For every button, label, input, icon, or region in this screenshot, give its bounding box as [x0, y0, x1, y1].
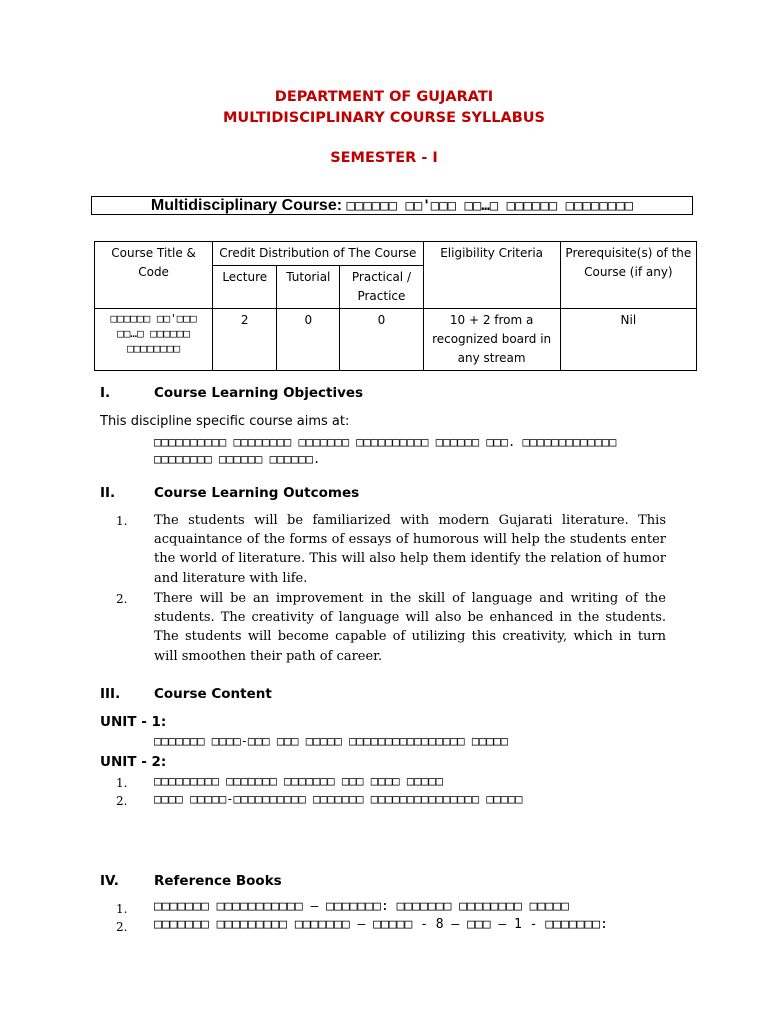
unit-1-text: □□□□□□□ □□□□-□□□ □□□ □□□□□ □□□□□□□□□□□□□□□□ □□□□□	[154, 734, 509, 748]
section-number: IV.	[100, 873, 119, 889]
subheader-practical: Practical / Practice	[340, 266, 423, 309]
cell-practical: 0	[340, 309, 423, 371]
unit-1-label: UNIT - 1:	[100, 714, 167, 730]
section-title: Reference Books	[154, 873, 282, 889]
course-title-value: □□□□□□ □□'□□□ □□…□ □□□□□□ □□□□□□□□	[346, 198, 634, 214]
header-eligibility: Eligibility Criteria	[423, 242, 560, 309]
semester-heading: SEMESTER - I	[330, 150, 438, 166]
section-title: Course Learning Outcomes	[154, 485, 360, 501]
outcome-number: 1.	[116, 514, 128, 528]
section-number: II.	[100, 485, 116, 501]
reference-number: 1.	[116, 902, 128, 916]
objectives-gujarati-line-1: □□□□□□□□□□ □□□□□□□□ □□□□□□□ □□□□□□□□□□ □□□□□□ □□□. □□□□□□□□□□□□□	[154, 435, 617, 449]
unit-2-item-number: 2.	[116, 794, 128, 808]
reference-number: 2.	[116, 920, 128, 934]
subheader-lecture: Lecture	[213, 266, 277, 309]
unit-2-item-text: □□□□□□□□□ □□□□□□□ □□□□□□□ □□□ □□□□ □□□□□	[154, 774, 443, 788]
unit-2-label: UNIT - 2:	[100, 754, 167, 770]
section-title: Course Content	[154, 686, 272, 702]
cell-tutorial: 0	[277, 309, 340, 371]
header-title-code: Course Title & Code	[95, 242, 213, 309]
cell-lecture: 2	[213, 309, 277, 371]
course-credit-table	[94, 241, 697, 371]
cell-prerequisite: Nil	[560, 309, 696, 371]
unit-2-item-number: 1.	[116, 776, 128, 790]
section-number: I.	[100, 385, 111, 401]
department-heading: DEPARTMENT OF GUJARATI	[274, 89, 494, 105]
unit-2-item-text: □□□□ □□□□□-□□□□□□□□□□ □□□□□□□ □□□□□□□□□□□□□□□ □□□□□	[154, 792, 523, 806]
course-title-label: Multidisciplinary Course:	[150, 197, 343, 214]
objectives-gujarati-line-2: □□□□□□□□ □□□□□□ □□□□□□.	[154, 452, 321, 466]
header-credit-distribution: Credit Distribution of The Course	[213, 242, 423, 266]
outcome-text: The students will be familiarized with modern Gujarati literature. This acquaintance of the forms of essays of humorous will help the students enter the world of literature. This will also help them identify the relation of humor and literature with life.	[154, 513, 666, 586]
objectives-intro: This discipline specific course aims at:	[100, 414, 350, 429]
cell-eligibility: 10 + 2 from a recognized board in any stream	[423, 309, 560, 371]
section-number: III.	[100, 686, 121, 702]
outcome-number: 2.	[116, 592, 128, 606]
reference-text: □□□□□□□ □□□□□□□□□□□ – □□□□□□□: □□□□□□□ □□□□□□□□ □□□□□	[154, 899, 569, 914]
cell-course-title: □□□□□□ □□'□□□ □□…□ □□□□□□ □□□□□□□□	[95, 309, 213, 371]
section-title: Course Learning Objectives	[154, 385, 364, 401]
course-title-bar	[91, 196, 693, 215]
outcome-text: There will be an improvement in the skill of language and writing of the students. The creativity of language will also be enhanced in the students. The students will become capable of utilizing this creativity, which in turn will smoothen their path of career.	[154, 591, 666, 664]
reference-text: □□□□□□□ □□□□□□□□□ □□□□□□□ – □□□□□ - 8 – □□□ – 1 - □□□□□□□:	[154, 917, 608, 932]
subheader-tutorial: Tutorial	[277, 266, 340, 309]
syllabus-heading: MULTIDISCIPLINARY COURSE SYLLABUS	[223, 110, 545, 126]
header-prerequisite: Prerequisite(s) of the Course (if any)	[560, 242, 696, 309]
